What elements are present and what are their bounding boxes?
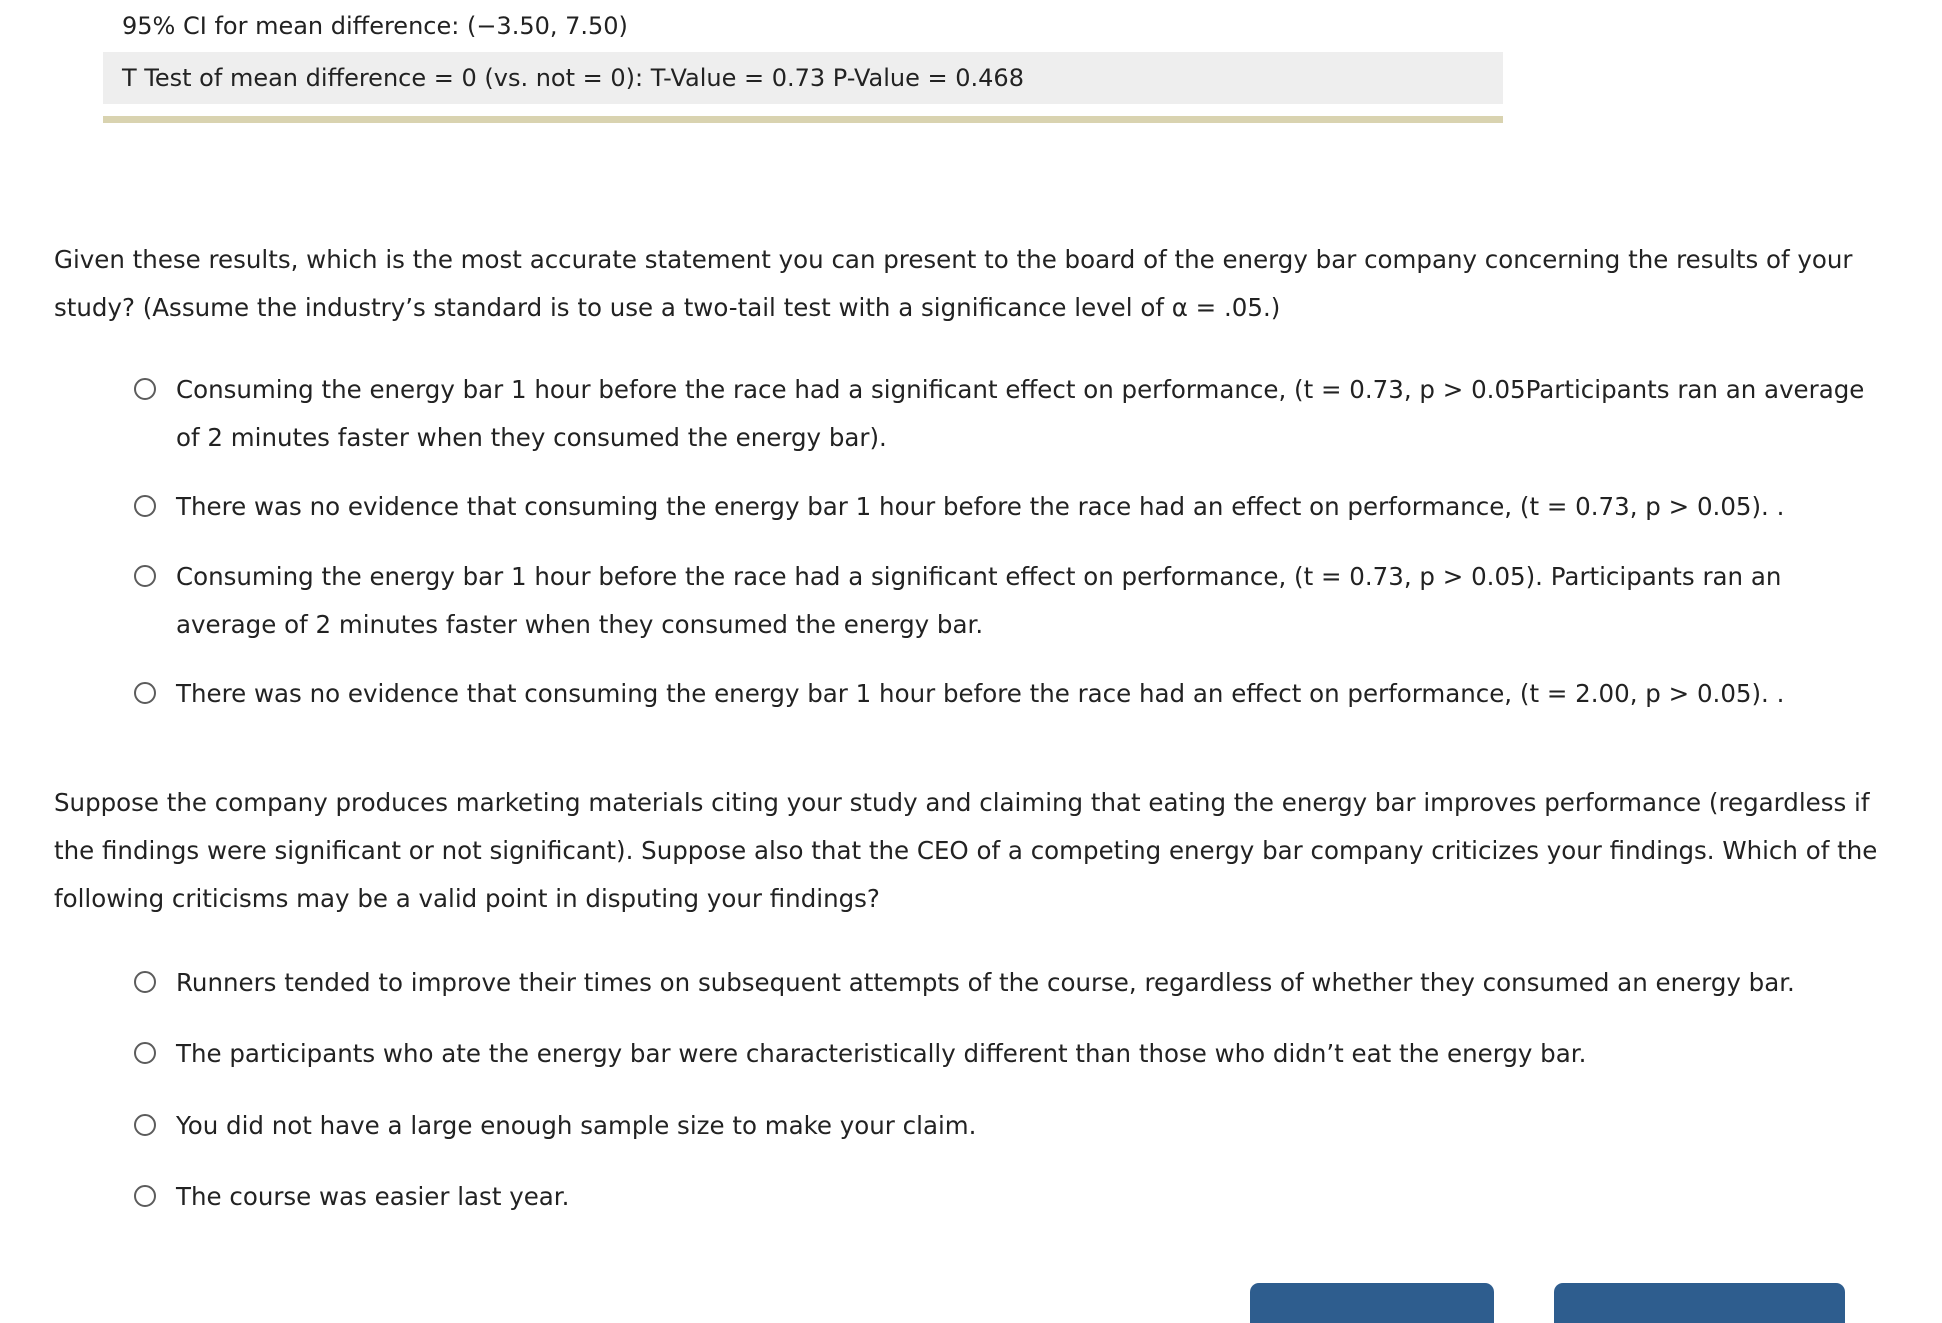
- option-label: Runners tended to improve their times on subsequent attempts of the course, regardless of whether they consumed an energy bar.: [176, 968, 1795, 997]
- option-label: There was no evidence that consuming the energy bar 1 hour before the race had an effect on performance, (t = 2.00, p > 0.05). .: [176, 679, 1785, 708]
- q1-option-4[interactable]: [134, 670, 1894, 718]
- stats-output: [103, 0, 1503, 123]
- option-label: Consuming the energy bar 1 hour before the race had a significant effect on performance, (t = 0.73, p > 0.05). Participants ran an average of 2 minutes faster when they consumed the energy bar.: [176, 562, 1782, 639]
- radio-button[interactable]: [134, 1042, 156, 1064]
- question-1-prompt: Given these results, which is the most accurate statement you can present to the board of the energy bar company concerning the results of your study? (Assume the industry’s standard is to use a two-tail test with a significance level of α = .05.): [54, 245, 1853, 322]
- radio-button[interactable]: [134, 495, 156, 517]
- q1-option-2[interactable]: [134, 483, 1894, 531]
- nav-button-right[interactable]: [1554, 1283, 1845, 1323]
- radio-button[interactable]: [134, 971, 156, 993]
- q1-option-1[interactable]: [134, 366, 1894, 462]
- ci-line: 95% CI for mean difference: (−3.50, 7.50): [122, 12, 628, 40]
- question-2-prompt: Suppose the company produces marketing materials citing your study and claiming that eating the energy bar improves performance (regardless if the findings were significant or not significant). Suppose also that the CEO of a competing energy bar company criticizes your findings. Which of the following criticisms may be a valid point in disputing your findings?: [54, 788, 1878, 913]
- q1-option-3[interactable]: [134, 553, 1894, 649]
- option-label: The participants who ate the energy bar were characteristically different than those who didn’t eat the energy bar.: [176, 1039, 1587, 1068]
- q2-option-1[interactable]: [134, 959, 1894, 1007]
- option-label: There was no evidence that consuming the energy bar 1 hour before the race had an effect on performance, (t = 0.73, p > 0.05). .: [176, 492, 1785, 521]
- nav-button-left[interactable]: [1250, 1283, 1494, 1323]
- divider: [103, 116, 1503, 123]
- radio-button[interactable]: [134, 682, 156, 704]
- radio-button[interactable]: [134, 1185, 156, 1207]
- ttest-line: T Test of mean difference = 0 (vs. not = 0): T-Value = 0.73 P-Value = 0.468: [103, 52, 1503, 104]
- q2-option-2[interactable]: [134, 1030, 1894, 1078]
- option-label: The course was easier last year.: [176, 1182, 570, 1211]
- radio-button[interactable]: [134, 378, 156, 400]
- q2-option-3[interactable]: [134, 1102, 1894, 1150]
- radio-button[interactable]: [134, 565, 156, 587]
- q2-option-4[interactable]: [134, 1173, 1894, 1221]
- radio-button[interactable]: [134, 1114, 156, 1136]
- option-label: Consuming the energy bar 1 hour before the race had a significant effect on performance, (t = 0.73, p > 0.05Participants ran an average of 2 minutes faster when they consumed the energy bar).: [176, 375, 1865, 452]
- option-label: You did not have a large enough sample size to make your claim.: [176, 1111, 977, 1140]
